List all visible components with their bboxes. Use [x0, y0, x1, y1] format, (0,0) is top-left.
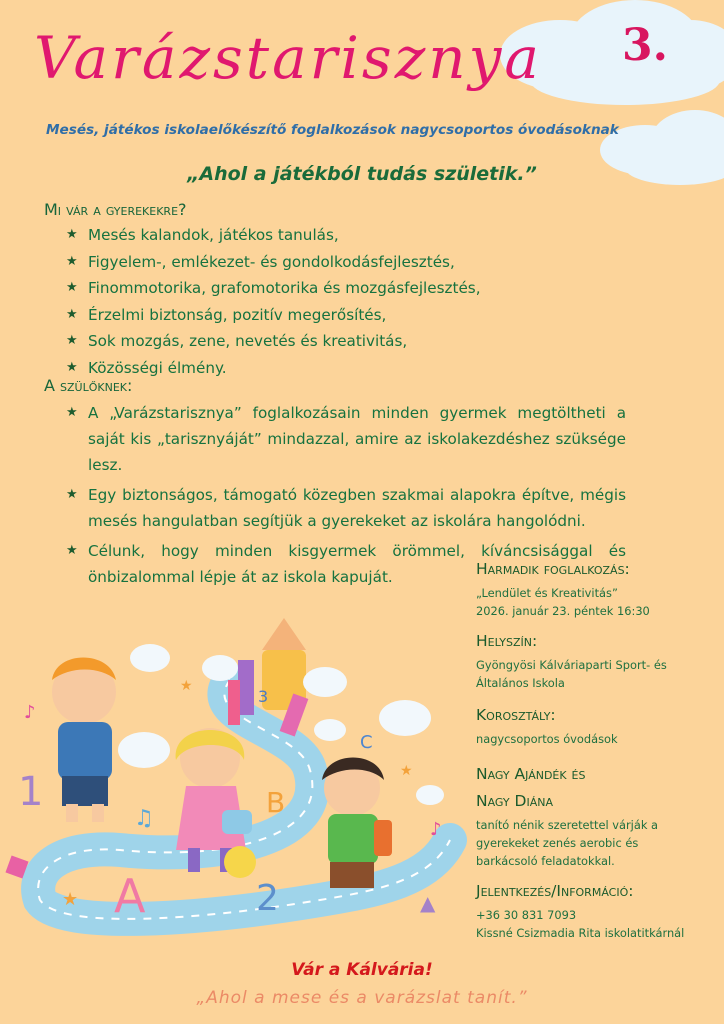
star-icon: ★	[400, 763, 413, 779]
flyer-title: Varázstarisznya	[34, 24, 542, 92]
star-icon: ★	[66, 359, 78, 375]
age-info	[476, 704, 716, 748]
number-two: 2	[256, 878, 279, 919]
triangle-icon: ▲	[420, 891, 436, 915]
list-item: ★ Célunk, hogy minden kisgyermek örömmel, kíváncsisággal és önbizalommal lépje át az iskola kapuját.	[66, 538, 626, 590]
session-name: „Lendület és Kreativitás”	[476, 586, 618, 600]
star-icon: ★	[66, 543, 78, 558]
list-item: ★ Érzelmi biztonság, pozitív megerősítés,	[66, 302, 481, 329]
age-text: nagycsoportos óvodások	[476, 732, 618, 746]
star-icon: ★	[66, 333, 78, 349]
contact-phone: +36 30 831 7093	[476, 908, 577, 922]
contact-heading: Jelentkezés/Információ:	[476, 882, 634, 900]
boy-figure	[322, 758, 392, 889]
hosts-text: barkácsoló feladatokkal.	[476, 854, 615, 868]
hosts-info	[476, 760, 716, 870]
letter-c: C	[360, 732, 373, 753]
hosts-heading: Nagy Ajándék és	[476, 765, 586, 783]
age-heading: Korosztály:	[476, 706, 556, 724]
children-list	[66, 222, 481, 382]
children-heading: Mi vár a gyerekekre?	[44, 200, 187, 219]
venue-info	[476, 630, 716, 692]
session-date: 2026. január 23. péntek 16:30	[476, 604, 650, 618]
number-one: 1	[18, 769, 44, 815]
number-three: 3	[258, 687, 269, 706]
flyer-subtitle: Mesés, játékos iskolaelőkészítő foglalkozások nagycsoportos óvodásoknak	[46, 122, 619, 138]
music-note-icon: ♫	[134, 806, 154, 831]
list-item: ★ Mesés kalandok, játékos tanulás,	[66, 222, 481, 249]
list-item: ★ Figyelem-, emlékezet- és gondolkodásfejlesztés,	[66, 249, 481, 276]
boy-figure	[52, 658, 116, 823]
venue-line: Gyöngyösi Kálváriaparti Sport- és	[476, 658, 667, 672]
star-icon: ★	[66, 487, 78, 502]
list-item: ★ Egy biztonságos, támogató közegben szakmai alapokra építve, mégis mesés hangulatban segítjük a gyerekeket az iskolára hangolódni.	[66, 482, 626, 534]
list-item: ★ Finommotorika, grafomotorika és mozgásfejlesztés,	[66, 275, 481, 302]
star-icon: ★	[66, 280, 78, 296]
star-icon: ★	[66, 405, 78, 420]
session-heading: Harmadik foglalkozás:	[476, 560, 630, 578]
star-icon: ★	[62, 889, 79, 910]
parents-heading: A szülőknek:	[44, 376, 133, 395]
star-icon: ★	[66, 253, 78, 269]
hosts-text: gyerekeket zenés aerobic és	[476, 836, 639, 850]
issue-number: 3.	[622, 20, 668, 71]
hosts-heading: Nagy Diána	[476, 792, 554, 810]
star-icon: ★	[180, 678, 193, 694]
star-icon: ★	[66, 227, 78, 242]
children-illustration	[0, 600, 470, 960]
list-item: ★ Sok mozgás, zene, nevetés és kreativitás,	[66, 328, 481, 355]
venue-heading: Helyszín:	[476, 632, 538, 650]
contact-info	[476, 880, 716, 942]
list-item: ★ A „Varázstarisznya” foglalkozásain minden gyermek megtöltheti a saját kis „tarisznyáját” mindazzal, amire az iskolakezdéshez szüksége lesz.	[66, 400, 626, 478]
music-note-icon: ♪	[24, 702, 36, 723]
venue-line: Általános Iskola	[476, 676, 565, 690]
letter-a: A	[114, 869, 146, 923]
hosts-text: tanító nénik szeretettel várják a	[476, 818, 659, 832]
letter-b: B	[266, 786, 286, 819]
star-icon: ★	[66, 306, 78, 322]
list-item: ★ Közösségi élmény.	[66, 355, 481, 382]
footer-tagline: „Ahol a mese és a varázslat tanít.”	[196, 988, 528, 1008]
music-note-icon: ♪	[430, 819, 442, 840]
contact-person: Kissné Csizmadia Rita iskolatitkárnál	[476, 926, 685, 940]
footer-slogan: Vár a Kálvária!	[291, 960, 433, 980]
flyer-motto: „Ahol a játékból tudás születik.”	[187, 163, 537, 185]
session-info	[476, 558, 716, 620]
